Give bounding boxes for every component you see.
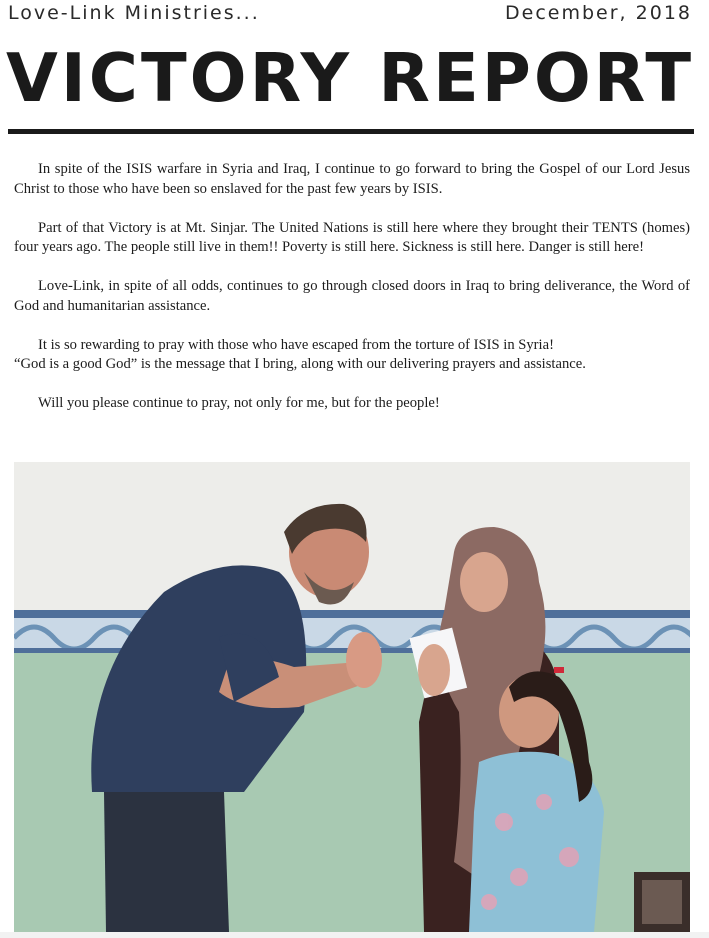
paragraph-2: Part of that Victory is at Mt. Sinjar. The United Nations is still here where they brought their TENTS (homes) four years ago. The people still live in them!! Poverty is still here. Sickness is still here. Danger is still here! xyxy=(14,219,690,255)
page-bottom-edge xyxy=(0,932,709,938)
organization-name: Love-Link Ministries... xyxy=(8,2,260,24)
paragraph-4-continued: “God is a good God” is the message that I bring, along with our delivering prayers and assistance. xyxy=(14,356,586,372)
paragraph-4: It is so rewarding to pray with those who have escaped from the torture of ISIS in Syria! xyxy=(38,336,554,353)
paragraph-3: Love-Link, in spite of all odds, continues to go through closed doors in Iraq to bring deliverance, the Word of God and humanitarian assistance. xyxy=(14,278,690,314)
issue-date: December, 2018 xyxy=(505,2,692,24)
prayer-photo xyxy=(14,462,690,932)
title-divider xyxy=(8,129,694,134)
paragraph-5: Will you please continue to pray, not only for me, but for the people! xyxy=(38,395,440,411)
article-body xyxy=(14,160,690,433)
paragraph-1: In spite of the ISIS warfare in Syria and Iraq, I continue to go forward to bring the Gospel of our Lord Jesus Christ to those who have been so enslaved for the past few years by ISIS. xyxy=(14,161,690,197)
newsletter-header xyxy=(8,2,692,26)
page-title: VICTORY REPORT xyxy=(6,39,695,117)
